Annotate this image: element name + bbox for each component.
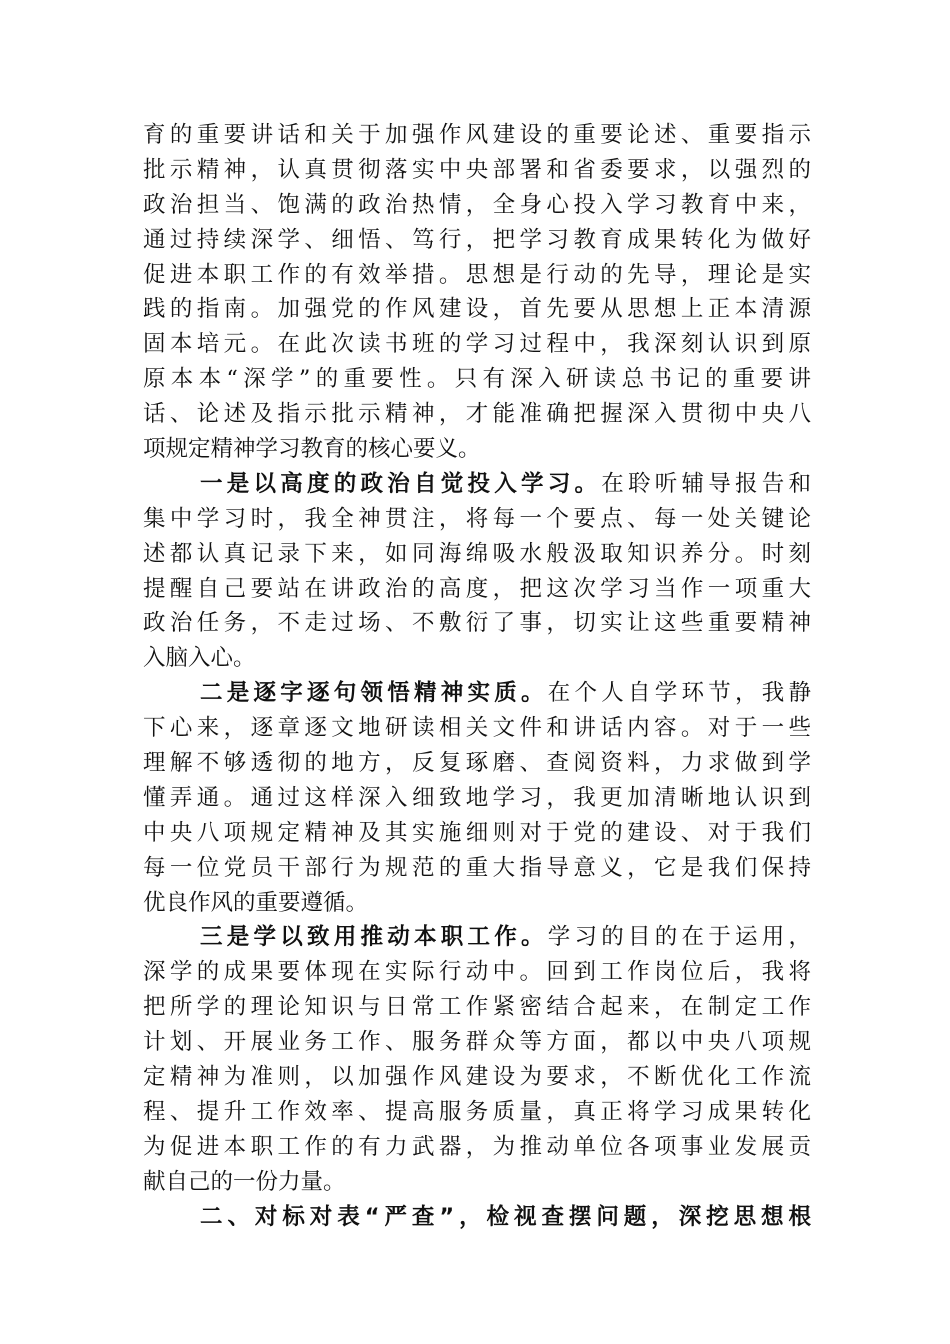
text-line: 入脑入心。 [143, 645, 256, 672]
text-line [143, 676, 811, 711]
text-line: 政治任务，不走过场、不敷衍了事，切实让这些重要精神 [143, 610, 811, 637]
paragraph-point-two [143, 676, 811, 920]
text-span: 在聆听辅导报告和 [601, 470, 811, 497]
point-heading: 二是逐字逐句领悟精神实质。 [200, 680, 548, 707]
text-line: 下心来，逐章逐文地研读相关文件和讲话内容。对于一些 [143, 715, 811, 742]
paragraph-point-one [143, 467, 811, 676]
text-line: 程、提升工作效率、提高服务质量，真正将学习成果转化 [143, 1098, 811, 1125]
text-span: 在个人自学环节，我静 [547, 680, 811, 707]
text-line: 述都认真记录下来，如同海绵吸水般汲取知识养分。时刻 [143, 540, 811, 567]
text-line: 话、论述及指示批示精神，才能准确把握深入贯彻中央八 [143, 401, 811, 428]
text-line: 献自己的一份力量。 [143, 1168, 346, 1195]
text-line: 懂弄通。通过这样深入细致地学习，我更加清晰地认识到 [143, 784, 811, 811]
point-heading: 一是以高度的政治自觉投入学习。 [200, 470, 602, 497]
text-line: 深学的成果要体现在实际行动中。回到工作岗位后，我将 [143, 959, 811, 986]
text-line: 定精神为准则，以加强作风建设为要求，不断优化工作流 [143, 1064, 811, 1091]
text-line: 理解不够透彻的地方，反复琢磨、查阅资料，力求做到学 [143, 750, 811, 777]
text-line: 优良作风的重要遵循。 [143, 889, 369, 916]
point-heading: 三是学以致用推动本职工作。 [200, 924, 548, 951]
text-line: 中央八项规定精神及其实施细则对于党的建设、对于我们 [143, 819, 811, 846]
text-line: 计划、开展业务工作、服务群众等方面，都以中央八项规 [143, 1029, 811, 1056]
text-line [143, 920, 811, 955]
section-heading-line: 二、对标对表“严查”，检视查摆问题，深挖思想根 [200, 1203, 811, 1230]
text-line: 把所学的理论知识与日常工作紧密结合起来，在制定工作 [143, 994, 811, 1021]
text-line: 原本本“深学”的重要性。只有深入研读总书记的重要讲 [143, 366, 811, 393]
text-line [143, 467, 811, 502]
text-line: 每一位党员干部行为规范的重大指导意义，它是我们保持 [143, 854, 811, 881]
text-line: 政治担当、饱满的政治热情，全身心投入学习教育中来， [143, 191, 811, 218]
paragraph-point-three [143, 920, 811, 1199]
text-line: 育的重要讲话和关于加强作风建设的重要论述、重要指示 [143, 122, 811, 148]
text-line: 促进本职工作的有效举措。思想是行动的先导，理论是实 [143, 261, 811, 288]
text-line: 提醒自己要站在讲政治的高度，把这次学习当作一项重大 [143, 575, 811, 602]
text-line: 固本培元。在此次读书班的学习过程中，我深刻认识到原 [143, 331, 811, 358]
text-line: 集中学习时，我全神贯注，将每一个要点、每一处关键论 [143, 505, 811, 532]
text-line: 践的指南。加强党的作风建设，首先要从思想上正本清源 [143, 296, 811, 323]
text-line: 通过持续深学、细悟、笃行，把学习教育成果转化为做好 [143, 226, 811, 253]
paragraph-intro [143, 118, 811, 467]
text-line: 为促进本职工作的有力武器，为推动单位各项事业发展贡 [143, 1133, 811, 1160]
section-heading [143, 1200, 811, 1235]
text-span: 学习的目的在于运用， [547, 924, 811, 951]
text-line: 批示精神，认真贯彻落实中央部署和省委要求，以强烈的 [143, 156, 811, 183]
document-page [143, 118, 811, 1235]
text-line: 项规定精神学习教育的核心要义。 [143, 436, 481, 463]
